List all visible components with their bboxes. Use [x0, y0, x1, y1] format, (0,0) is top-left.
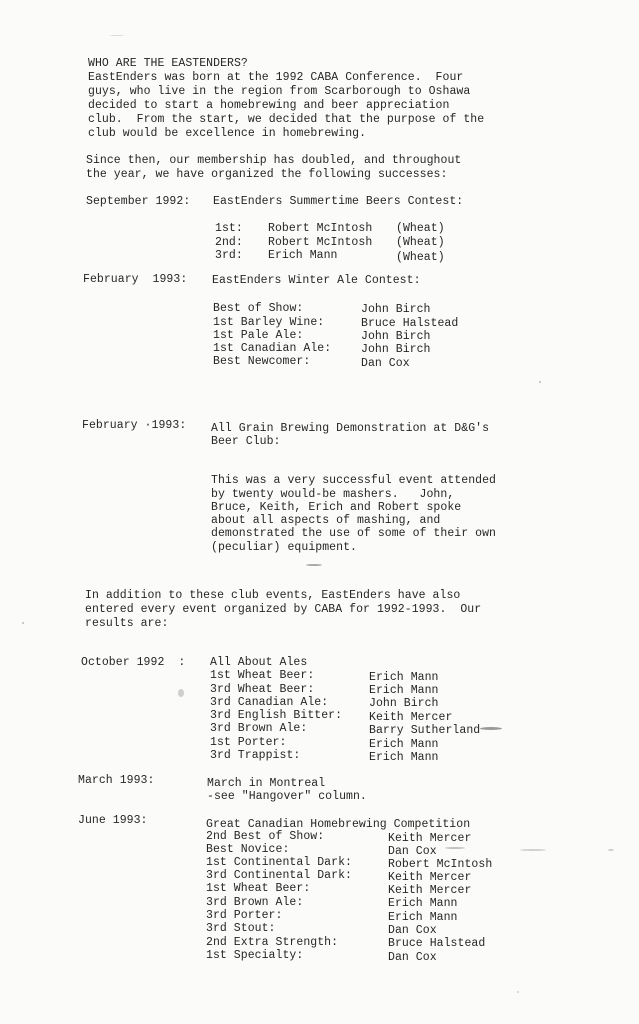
result-award: Best Novice: — [206, 843, 290, 856]
result-name: Keith Mercer — [388, 884, 472, 897]
result-name: Bruce Halstead — [388, 937, 486, 950]
result-place: 1st: — [215, 222, 243, 235]
scan-speck — [306, 564, 322, 566]
result-award: 1st Porter: — [210, 736, 287, 749]
event-title: Beer Club: — [211, 435, 281, 448]
result-name: Dan Cox — [361, 357, 410, 370]
event-description: (peculiar) equipment. — [211, 541, 357, 554]
result-style: (Wheat) — [396, 251, 445, 264]
event-title: Great Canadian Homebrewing Competition — [206, 818, 471, 831]
result-name: Erich Mann — [268, 249, 338, 262]
result-name: Robert McIntosh — [388, 858, 493, 871]
event-title: EastEnders Summertime Beers Contest: — [213, 195, 464, 208]
result-award: 1st Wheat Beer: — [206, 882, 311, 895]
result-name: John Birch — [361, 303, 431, 316]
event-date: October 1992 : — [81, 656, 186, 669]
result-name: Erich Mann — [369, 684, 439, 697]
result-award: 1st Wheat Beer: — [210, 669, 315, 682]
result-award: 3rd Brown Ale: — [210, 722, 308, 735]
intro-line: club. From the start, we decided that the purpose of the — [88, 113, 485, 126]
result-name: Keith Mercer — [388, 871, 472, 884]
event-date: June 1993: — [78, 814, 148, 827]
result-award: Best Newcomer: — [213, 355, 311, 368]
result-name: John Birch — [361, 330, 431, 343]
addition-line: results are: — [85, 617, 169, 630]
event-date: February 1993: — [83, 273, 188, 286]
scan-speck — [178, 689, 184, 697]
scan-speck — [480, 727, 502, 730]
intro-line: EastEnders was born at the 1992 CABA Conference. Four — [88, 71, 464, 84]
result-place: 2nd: — [215, 236, 243, 249]
scan-speck — [520, 849, 546, 851]
event-date: February ·1993: — [82, 419, 187, 432]
intro-line: guys, who live in the region from Scarborough to Oshawa — [88, 85, 471, 98]
result-name: John Birch — [361, 343, 431, 356]
intro-line: decided to start a homebrewing and beer appreciation — [88, 99, 450, 112]
result-name: Barry Sutherland — [369, 724, 481, 737]
result-name: John Birch — [369, 697, 439, 710]
result-award: 1st Continental Dark: — [206, 856, 352, 869]
scan-speck — [517, 991, 519, 993]
event-description: demonstrated the use of some of their own — [211, 527, 496, 540]
result-name: Erich Mann — [388, 897, 458, 910]
result-award: 3rd Porter: — [206, 909, 283, 922]
event-title: EastEnders Winter Ale Contest: — [212, 274, 421, 287]
result-name: Dan Cox — [388, 951, 437, 964]
result-award: 3rd Brown Ale: — [206, 896, 304, 909]
result-style: (Wheat) — [396, 222, 445, 235]
scan-speck — [22, 622, 24, 624]
result-award: Best of Show: — [213, 302, 304, 315]
result-award: 3rd Wheat Beer: — [210, 683, 315, 696]
event-date: March 1993: — [78, 774, 155, 787]
event-title: All Grain Brewing Demonstration at D&G's — [211, 422, 490, 435]
addition-line: entered every event organized by CABA for 1992-1993. Our — [85, 603, 482, 616]
result-award: 3rd Trappist: — [210, 749, 301, 762]
event-date: September 1992: — [86, 195, 191, 208]
event-description: Bruce, Keith, Erich and Robert spoke — [211, 501, 462, 514]
page-heading: WHO ARE THE EASTENDERS? — [88, 57, 248, 70]
result-name: Erich Mann — [369, 751, 439, 764]
since-line: the year, we have organized the following successes: — [86, 168, 448, 181]
result-award: 3rd Stout: — [206, 922, 276, 935]
result-name: Keith Mercer — [369, 711, 453, 724]
addition-line: In addition to these club events, EastEnders have also — [85, 589, 461, 602]
event-note: March in Montreal — [207, 777, 326, 790]
result-name: Dan Cox — [388, 924, 437, 937]
result-award: 1st Specialty: — [206, 949, 304, 962]
result-award: 1st Canadian Ale: — [213, 342, 332, 355]
scan-speck — [445, 847, 465, 849]
result-name: Erich Mann — [369, 671, 439, 684]
result-name: Keith Mercer — [388, 832, 472, 845]
result-name: Erich Mann — [388, 911, 458, 924]
event-description: This was a very successful event attended — [211, 474, 496, 487]
result-name: Erich Mann — [369, 738, 439, 751]
intro-line: club would be excellence in homebrewing. — [88, 127, 367, 140]
result-award: 2nd Extra Strength: — [206, 936, 339, 949]
result-name: Robert McIntosh — [268, 236, 373, 249]
result-award: 2nd Best of Show: — [206, 830, 325, 843]
result-name: Dan Cox — [388, 845, 437, 858]
result-award: 3rd Continental Dark: — [206, 869, 352, 882]
result-name: Robert McIntosh — [268, 222, 373, 235]
event-description: by twenty would-be mashers. John, — [211, 488, 455, 501]
scan-speck — [110, 35, 124, 36]
scan-speck — [608, 849, 614, 851]
event-note: -see "Hangover" column. — [207, 790, 367, 803]
event-title: All About Ales — [210, 656, 308, 669]
result-award: 1st Pale Ale: — [213, 329, 304, 342]
scan-speck — [539, 381, 541, 383]
event-description: about all aspects of mashing, and — [211, 514, 441, 527]
result-name: Bruce Halstead — [361, 317, 459, 330]
result-award: 1st Barley Wine: — [213, 316, 325, 329]
result-place: 3rd: — [215, 249, 243, 262]
since-line: Since then, our membership has doubled, and throughout — [86, 154, 462, 167]
result-award: 3rd Canadian Ale: — [210, 696, 329, 709]
result-award: 3rd English Bitter: — [210, 709, 343, 722]
result-style: (Wheat) — [396, 236, 445, 249]
